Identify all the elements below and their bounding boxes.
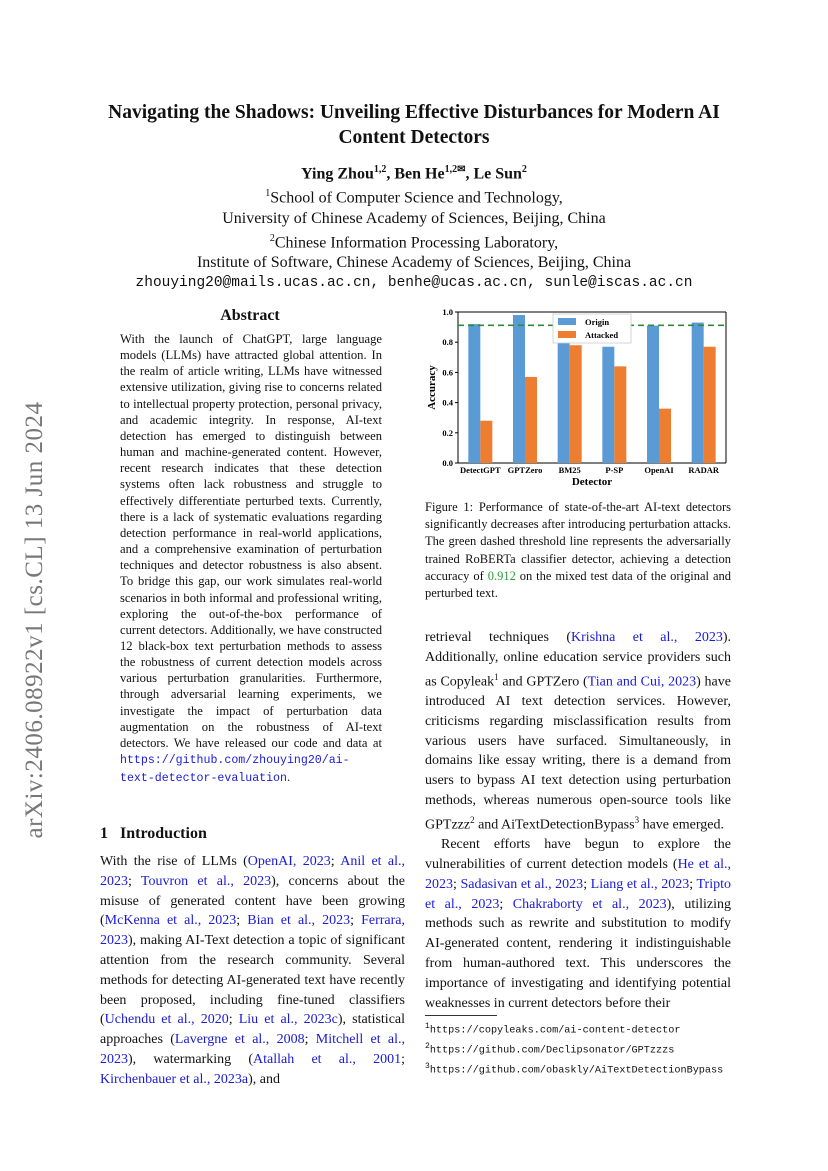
y-tick-label: 0.6	[442, 367, 453, 378]
x-tick-label: RADAR	[688, 465, 720, 475]
y-tick-label: 0.8	[442, 337, 453, 348]
right-column-body	[425, 628, 731, 1013]
legend-label-attacked: Attacked	[585, 330, 619, 340]
bar-origin-gptzero	[513, 315, 525, 463]
footnote-2-url[interactable]: https://github.com/Declipsonator/GPTzzzs	[429, 1045, 675, 1057]
author-1-affil: 1,2	[373, 164, 387, 175]
text-run: ), utilizing methods such as rewrite and substitution to modify AI-generated content, rendering it indistinguishable from human-authored text. This underscores the importance of investigating and identifying potential weaknesses in current detectors before their	[425, 896, 732, 1011]
citation-mckenna[interactable]: McKenna et al., 2023	[104, 913, 237, 929]
citation-he[interactable]: He et al., 2023	[425, 857, 731, 892]
bar-origin-detectgpt	[468, 324, 480, 463]
legend-label-origin: Origin	[585, 317, 610, 327]
citation-sadasivan[interactable]: Sadasivan et al., 2023	[460, 876, 584, 892]
text-run: ;	[689, 876, 697, 892]
citation-atallah[interactable]: Atallah et al., 2001	[253, 1051, 402, 1067]
footnotes	[425, 1019, 735, 1079]
footnote-ref-2[interactable]: 2	[470, 814, 475, 825]
author-2: Ben He	[394, 165, 445, 183]
bar-attacked-detectgpt	[480, 421, 492, 463]
abstract-end: .	[286, 770, 291, 785]
y-tick-label: 0.0	[442, 458, 453, 468]
citation-krishna[interactable]: Krishna et al., 2023	[571, 630, 723, 645]
legend-swatch-attacked	[558, 331, 576, 338]
text-run: ), and	[248, 1071, 280, 1087]
footnote-3-url[interactable]: https://github.com/obaskly/AiTextDetectionBypass	[429, 1065, 724, 1077]
citation-liu[interactable]: Liu et al., 2023c	[238, 1012, 338, 1028]
citation-uchendu[interactable]: Uchendu et al., 2020	[104, 1012, 229, 1028]
bar-attacked-bm25	[570, 345, 582, 463]
bar-attacked-gptzero	[525, 377, 537, 463]
bar-origin-bm25	[558, 342, 570, 463]
citation-kirchenbauer[interactable]: Kirchenbauer et al., 2023a	[100, 1071, 249, 1087]
code-link[interactable]: https://github.com/zhouying20/ai-text-detector-evaluation	[120, 754, 350, 786]
text-run: ), concerns about the misuse of generated content have been growing (	[100, 873, 406, 929]
caption-text: Figure 1: Performance of state-of-the-art AI-text detectors significantly decreases after introducing perturbation attacks. The green dashed threshold line represents the adversarially trained RoBERTa classifier detector, achieving a detection accuracy of	[425, 500, 731, 583]
citation-tripto[interactable]: Tripto et al., 2023	[425, 876, 731, 912]
caption-text-end: on the mixed test data of the original and perturbed text.	[425, 568, 731, 601]
x-axis-label: Detector	[571, 476, 613, 488]
title-line-2: Content Detectors	[338, 127, 490, 148]
y-tick-label: 1.0	[442, 307, 453, 317]
author-3-affil: 2	[521, 164, 527, 175]
affiliation-2	[90, 229, 738, 253]
text-run: ;	[499, 896, 513, 912]
footnote-1	[425, 1019, 735, 1039]
paragraph-continued	[425, 628, 731, 835]
citation-touvron[interactable]: Touvron et al., 2023	[140, 873, 272, 889]
text-run: ;	[228, 1012, 239, 1028]
text-run: ;	[583, 876, 591, 892]
text-run: ), watermarking (	[128, 1051, 254, 1067]
author-emails: zhouying20@mails.ucas.ac.cn, benhe@ucas.ac.cn, sunle@iscas.ac.cn	[135, 274, 693, 291]
citation-lavergne[interactable]: Lavergne et al., 2008	[174, 1032, 305, 1048]
footnote-1-number: 1	[425, 1022, 430, 1031]
y-axis-label: Accuracy	[426, 365, 438, 410]
affiliation-2-line-1: Chinese Information Processing Laboratory,	[274, 233, 559, 251]
text-run: ;	[304, 1032, 316, 1048]
citation-bian[interactable]: Bian et al., 2023	[247, 913, 351, 929]
x-tick-label: DetectGPT	[460, 465, 501, 475]
x-tick-label: BM25	[558, 465, 581, 475]
figure-1-chart	[420, 302, 732, 490]
figure-1-caption	[425, 499, 731, 602]
footnote-1-url[interactable]: https://copyleaks.com/ai-content-detector	[429, 1025, 681, 1037]
citation-ferrara[interactable]: Ferrara, 2023	[100, 913, 406, 949]
abstract-heading: Abstract	[220, 307, 280, 324]
author-1: Ying Zhou	[301, 165, 374, 183]
footnote-2	[425, 1039, 735, 1059]
author-2-affil: 1,2✉	[444, 164, 466, 175]
text-run: ), statistical approaches (	[100, 1012, 406, 1048]
y-tick-label: 0.2	[442, 427, 453, 438]
bar-attacked-p-sp	[614, 366, 626, 463]
paper-title	[90, 100, 738, 150]
text-run: retrieval techniques (	[425, 630, 572, 645]
text-run: ;	[350, 913, 362, 929]
text-run: ). Additionally, online education service providers such as Copyleak	[425, 630, 732, 690]
text-run: ;	[330, 854, 341, 869]
text-run: and AiTextDetectionBypass	[474, 817, 635, 833]
x-tick-label: OpenAI	[644, 465, 674, 475]
paragraph-vulnerabilities	[425, 835, 731, 1013]
text-run: ) have introduced AI text detection services. However, criticisms regarding misclassification results from various users have surfaced. Simultaneously, in domains like essay writing, there is a demand from users to bypass AI text detection using perturbation methods, whereas numerous open-source tools like GPTzzz	[425, 674, 731, 833]
section-heading	[100, 825, 207, 843]
text-run: ;	[453, 876, 461, 892]
affiliation-1-line-1: School of Computer Science and Technology,	[270, 189, 563, 207]
author-3: Le Sun	[473, 165, 522, 183]
author-block	[90, 160, 738, 293]
citation-openai[interactable]: OpenAI, 2023	[247, 854, 331, 869]
bar-origin-radar	[692, 323, 704, 463]
affiliation-2-sup: 2	[269, 232, 275, 244]
text-run: and GPTZero (	[498, 674, 588, 690]
abstract-body	[120, 331, 382, 787]
text-run: ), making AI-Text detection a topic of significant attention from the research community. Several methods for detecting AI-generated text have recently been proposed, including fine-tuned classifiers (	[100, 933, 405, 1028]
text-run: ;	[401, 1051, 405, 1067]
author-names: Ying Zhou$^{1,2}$, Ben $He^{1,2✉}$, Le Sun$^2$	[301, 164, 527, 183]
arxiv-sidebar	[12, 360, 58, 880]
section-number: 1	[100, 825, 108, 842]
y-tick-label: 0.4	[442, 397, 453, 408]
footnote-2-number: 2	[425, 1041, 430, 1051]
affiliation-1-sup: 1	[265, 188, 271, 200]
footnote-3	[425, 1059, 735, 1079]
legend-swatch-origin	[558, 318, 576, 325]
intro-paragraph	[100, 852, 405, 1090]
citation-liang[interactable]: Liang et al., 2023	[590, 876, 690, 892]
bar-attacked-openai	[659, 409, 671, 463]
x-tick-label: P-SP	[605, 465, 624, 475]
bar-attacked-radar	[704, 347, 716, 463]
text-run: Recent efforts have begun to explore the vulnerabilities of current detection models (	[425, 837, 731, 873]
section-title: Introduction	[120, 825, 207, 842]
citation-anil[interactable]: Anil et al., 2023	[100, 854, 405, 889]
arxiv-identifier: arXiv:2406.08922v1 [cs.CL] 13 Jun 2024	[21, 401, 48, 839]
x-tick-label: GPTZero	[507, 465, 543, 475]
caption-threshold-value: 0.912	[487, 568, 516, 583]
text-run: ;	[236, 913, 248, 929]
text-run: ;	[128, 873, 141, 889]
citation-tian[interactable]: Tian and Cui, 2023	[587, 674, 697, 690]
citation-chakraborty[interactable]: Chakraborty et al., 2023	[512, 896, 667, 912]
affiliation-1	[90, 184, 738, 208]
abstract-text: With the launch of ChatGPT, large language models (LLMs) have attracted global attention. In the realm of article writing, LLMs have witnessed extensive utilization, giving rise to concerns related to intellectual property protection, personal privacy, and academic integrity. In response, AI-text detection has emerged to distinguish between human and machine-generated content. However, recent research indicates that these detection systems often lack robustness and struggle to effectively differentiate perturbed texts. Currently, there is a lack of systematic evaluations regarding detection performance in real-world applications, and a comprehensive examination of perturbation techniques and detector robustness is also absent. To bridge this gap, our work simulates real-world scenarios in both informal and professional writing, exploring the out-of-the-box performance of current detectors. Additionally, we have constructed 12 black-box text perturbation methods to assess the robustness of current detection models across various perturbation granularities. Furthermore, through adversarial learning experiments, we investigate the impact of perturbation data augmentation on the robustness of AI-text detectors. We have released our code and data at	[120, 332, 382, 750]
citation-mitchell[interactable]: Mitchell et al., 2023	[100, 1032, 405, 1067]
title-line-1: Navigating the Shadows: Unveiling Effective Disturbances for Modern AI	[108, 102, 720, 123]
affiliation-2-line-2: Institute of Software, Chinese Academy of Sciences, Beijing, China	[196, 253, 632, 271]
footnote-divider	[425, 1015, 497, 1016]
text-run: have emerged.	[639, 817, 724, 833]
footnote-ref-1[interactable]: 1	[494, 671, 499, 682]
footnote-3-number: 3	[425, 1061, 430, 1071]
footnote-ref-3[interactable]: 3	[634, 814, 640, 825]
bar-origin-p-sp	[602, 347, 614, 463]
bar-origin-openai	[647, 326, 659, 463]
text-run: With the rise of LLMs (	[100, 854, 248, 869]
affiliation-1-line-2: University of Chinese Academy of Sciences, Beijing, China	[222, 209, 606, 227]
